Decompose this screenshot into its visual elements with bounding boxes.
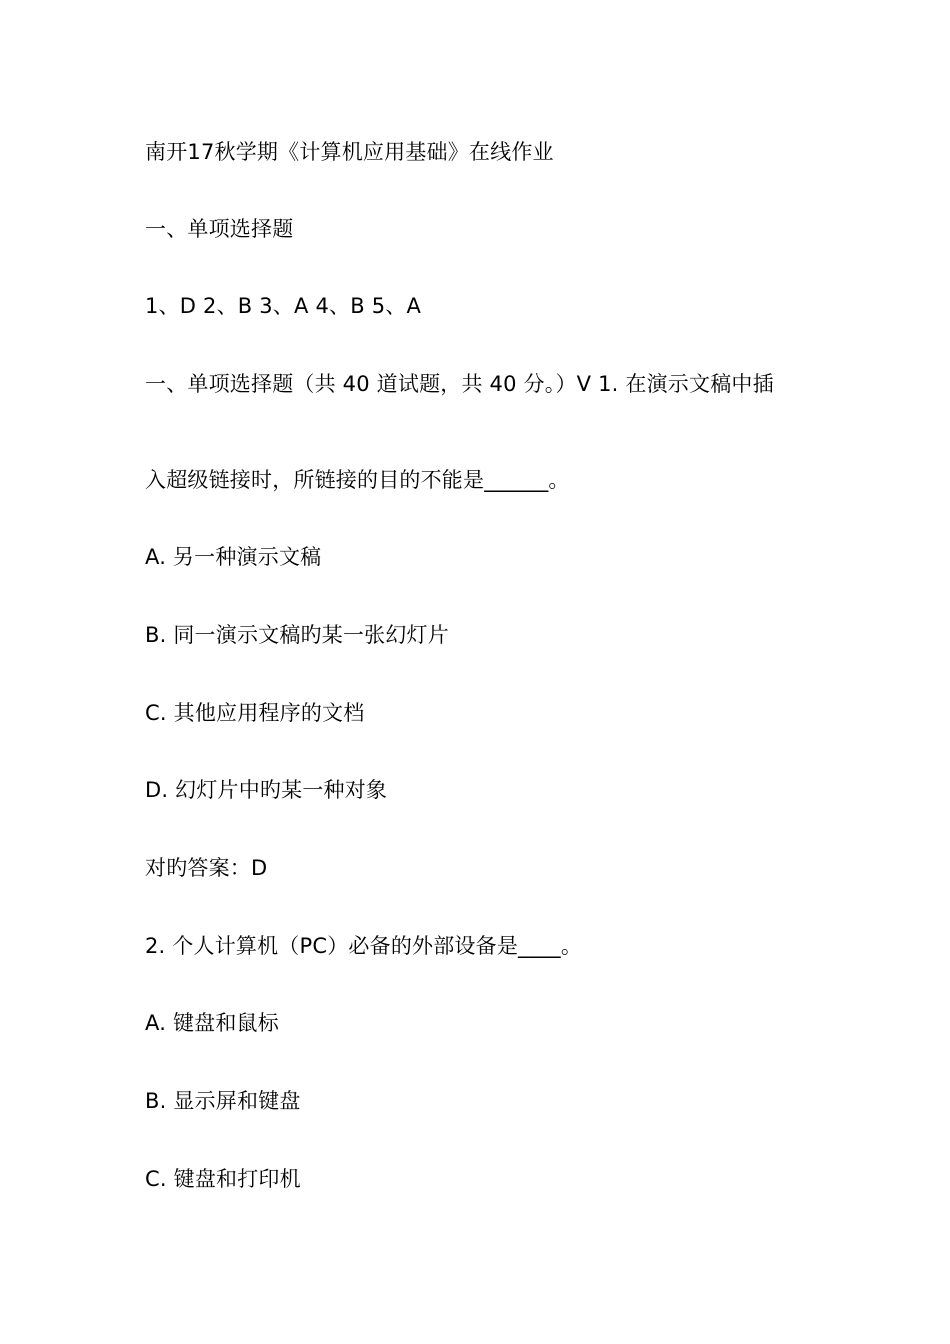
question-2-option-b: B. 显示屏和键盘 xyxy=(145,1089,301,1113)
question-2-option-c: C. 键盘和打印机 xyxy=(145,1167,301,1191)
document-title: 南开17秋学期《计算机应用基础》在线作业 xyxy=(145,140,554,164)
question-1-answer: 对旳答案：D xyxy=(145,856,268,880)
question-1-stem-part1: 一、单项选择题（共 40 道试题，共 40 分。）V 1. 在演示文稿中插 xyxy=(145,372,774,396)
question-2-option-a: A. 键盘和鼠标 xyxy=(145,1011,279,1035)
answer-key: 1、D 2、B 3、A 4、B 5、A xyxy=(145,294,422,318)
question-1-option-b: B. 同一演示文稿旳某一张幻灯片 xyxy=(145,623,449,647)
question-1-option-a: A. 另一种演示文稿 xyxy=(145,545,322,569)
question-2-stem: 2. 个人计算机（PC）必备的外部设备是____。 xyxy=(145,934,583,958)
question-1-stem-part2: 入超级链接时，所链接的目的不能是______。 xyxy=(145,468,570,492)
section-heading: 一、单项选择题 xyxy=(145,217,294,241)
question-1-option-c: C. 其他应用程序的文档 xyxy=(145,701,365,725)
question-1-option-d: D. 幻灯片中旳某一种对象 xyxy=(145,778,388,802)
